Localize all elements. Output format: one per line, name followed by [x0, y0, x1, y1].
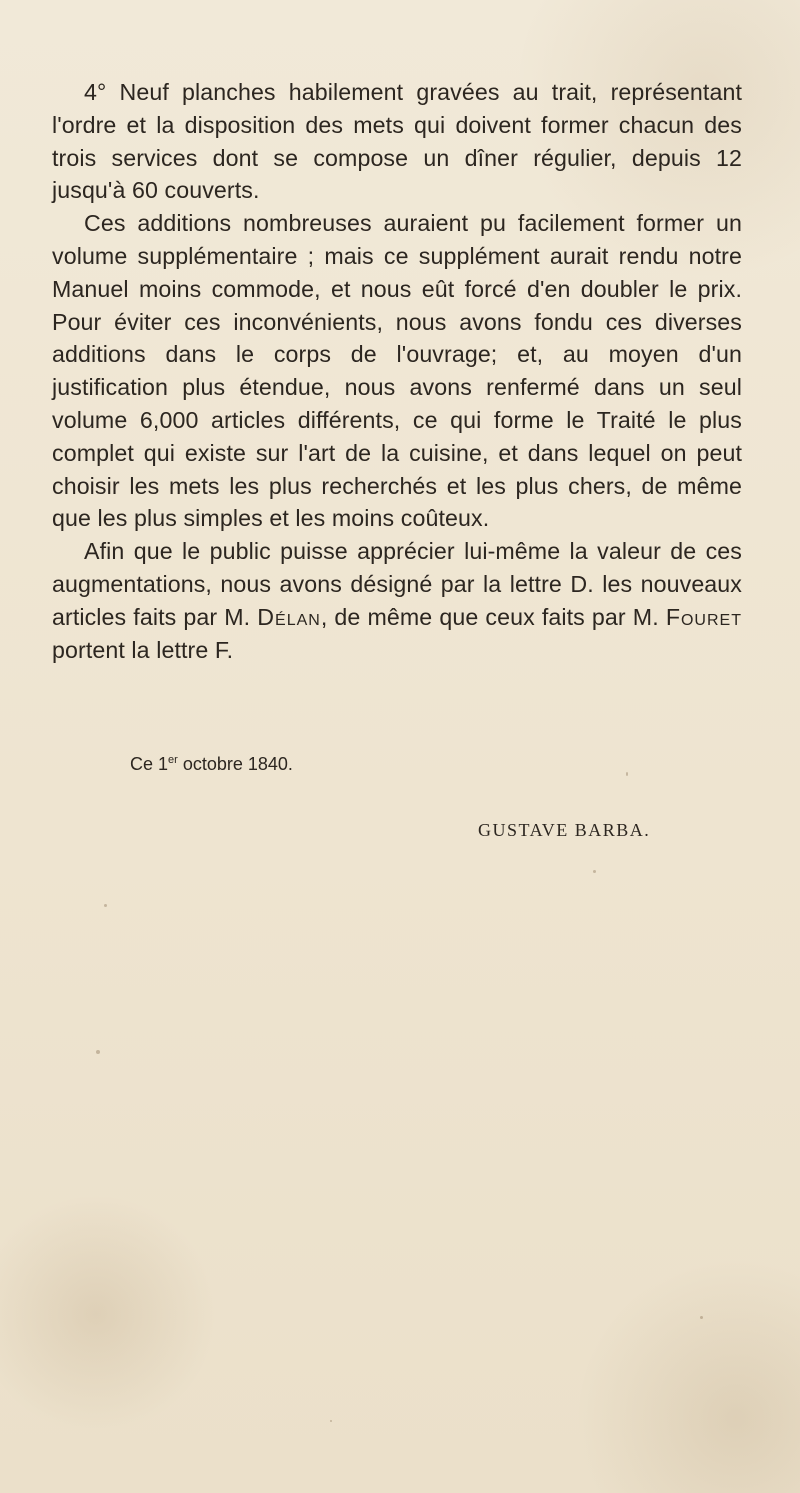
paper-speck [330, 1420, 332, 1422]
author-name-delan: Délan [257, 603, 321, 630]
paragraph-additions [52, 207, 742, 535]
paper-speck [593, 870, 596, 873]
date-line [130, 754, 293, 775]
paragraph-text: portent la lettre F. [52, 636, 234, 663]
signature: GUSTAVE BARBA. [478, 820, 651, 840]
paragraph-text: 4° Neuf planches habilement gravées au trait, représentant l'ordre et la disposition des mets qui doivent former chacun des trois services dont se compose un dîner régulier, depuis 12 jusqu'à 60 couverts. [52, 79, 742, 204]
paragraph-letters [52, 535, 742, 666]
paper-speck [104, 904, 107, 907]
paper-speck [626, 772, 628, 776]
body-text [52, 76, 742, 666]
paragraph-item-4 [52, 76, 742, 207]
date-suffix: octobre 1840. [177, 754, 293, 774]
paper-speck [96, 1050, 100, 1054]
paragraph-text: Ces additions nombreuses auraient pu facilement former un volume supplémentaire ; mais ce supplément aurait rendu notre Manuel moins commode, et nous eût forcé d'en doubler le prix. Pour éviter ces inconvénients, nous avons fondu ces diverses additions dans le corps de l'ouvrage; et, au moyen d'un justification plus étendue, nous avons renfermé dans un seul volume 6,000 articles différents, ce qui forme le Traité le plus complet qui existe sur l'art de la cuisine, et dans lequel on peut choisir les mets les plus recherchés et les plus chers, de même que les plus simples et les moins coûteux. [52, 210, 742, 532]
date-superscript: er [168, 754, 178, 766]
paragraph-text: Afin que le public puisse apprécier lui-même la valeur de ces augmentations, nous avons désigné par la lettre D. les nouveaux articles faits par M. [52, 538, 742, 630]
paper-speck [700, 1316, 703, 1319]
paragraph-text: , de même que ceux faits par M. [320, 603, 666, 630]
date-prefix: Ce 1 [130, 754, 169, 774]
author-name-fouret: Fouret [665, 603, 742, 630]
